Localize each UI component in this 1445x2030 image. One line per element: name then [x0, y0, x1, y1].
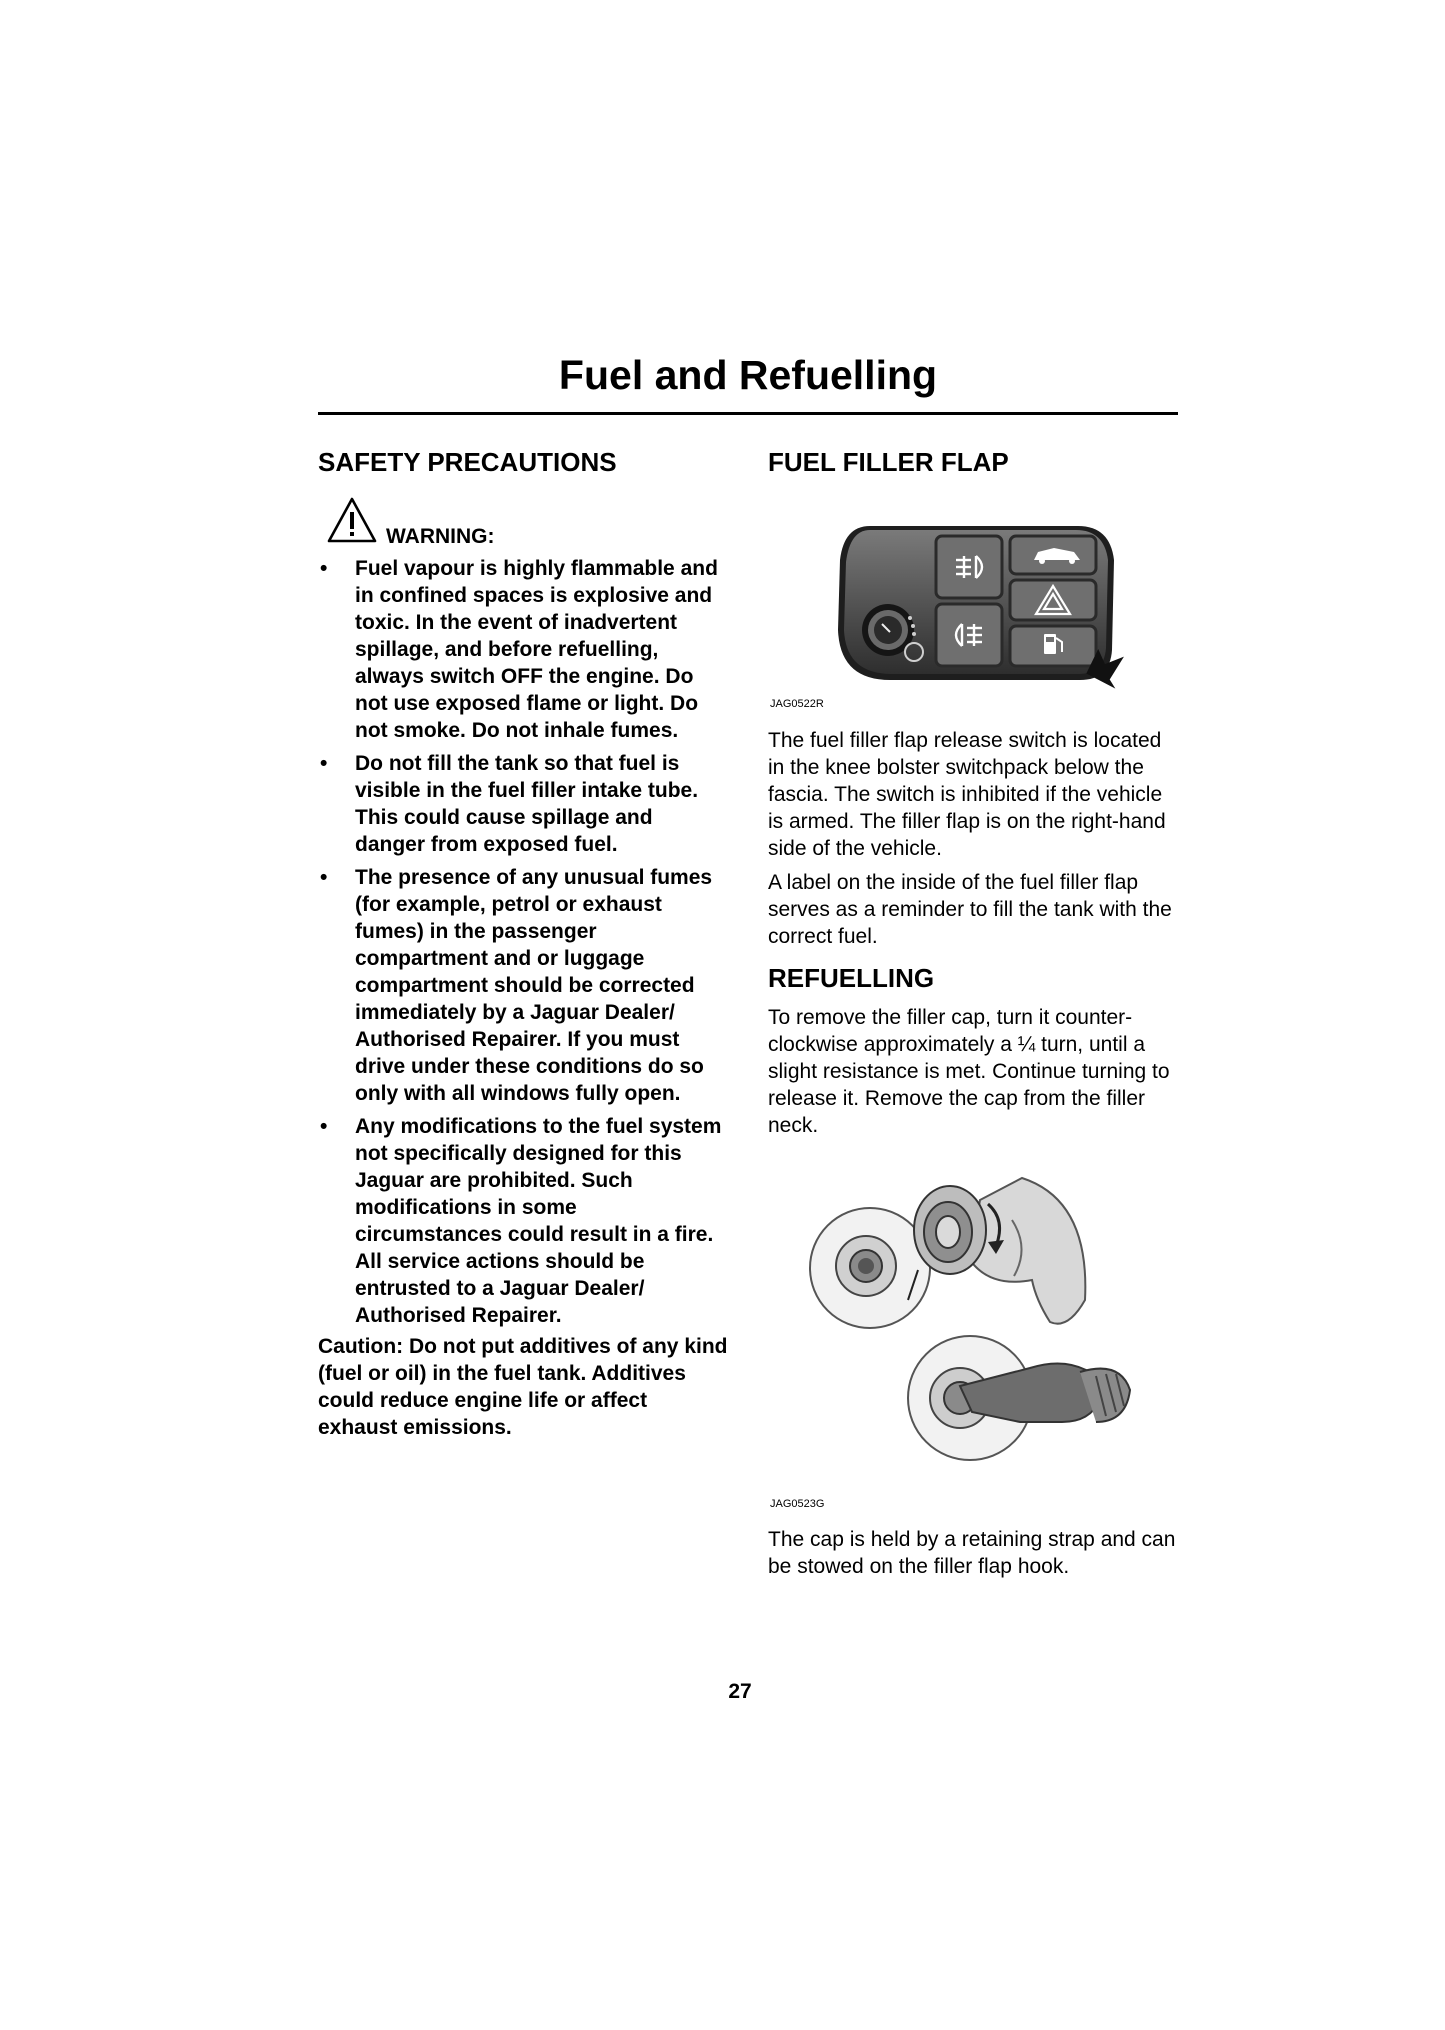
list-item: • Do not fill the tank so that fuel is visible in the fuel filler intake tube. This could cause spillage and danger from exposed fuel. — [320, 752, 699, 856]
warning-label: WARNING: — [386, 525, 495, 548]
filler-neck-upper — [810, 1208, 930, 1328]
warning-text-2: Do not fill the tank so that fuel is visible in the fuel filler intake tube. This could cause spillage and danger from exposed fuel. — [355, 752, 699, 856]
figure-code-1: JAG0522R — [770, 698, 824, 710]
switchpack-illustration — [830, 520, 1130, 700]
fuel-filler-flap-open — [970, 1178, 1085, 1324]
warning-text-1: Fuel vapour is highly flammable and in confined spaces is explosive and toxic. In the event of inadvertent spillage, and before refuelling, always switch OFF the engine. Do not use exposed flame or light. Do not smoke. Do not inhale fumes. — [355, 557, 718, 742]
refuelling-heading: REFUELLING — [768, 963, 935, 993]
closing-paragraph: The cap is held by a retaining strap and can be stowed on the filler flap hook. — [768, 1528, 1176, 1578]
page-title: Fuel and Refuelling — [558, 352, 938, 398]
refuel-paragraph: To remove the filler cap, turn it counter-clockwise approximately a ¼ turn, until a slight resistance is met. Continue turning to release it. Remove the cap from the filler neck. — [768, 1006, 1170, 1137]
filler-cap-illustration — [800, 1160, 1140, 1480]
title-rule — [318, 412, 1178, 415]
fuel-filler-flap-heading: FUEL FILLER FLAP — [768, 447, 1009, 477]
warning-text-4: Any modifications to the fuel system not specifically designed for this Jaguar are prohibited. Such modifications in some circumstances could result in a fire. All service actions should be entrusted to a Jaguar Dealer/ Authorised Repairer. — [355, 1115, 722, 1327]
list-item: • Any modifications to the fuel system not specifically designed for this Jaguar are prohibited. Such modifications in some circumstances could result in a fire. All service actions should be entrusted to a Jaguar Dealer/ Authorised Repairer. — [320, 1115, 722, 1327]
flap-paragraph-1: The fuel filler flap release switch is located in the knee bolster switchpack below the fascia. The switch is inhibited if the vehicle is armed. The filler flap is on the right-hand side of the vehicle. — [768, 729, 1166, 860]
list-item: • The presence of any unusual fumes (for example, petrol or exhaust fumes) in the passenger compartment and or luggage compartment should be corrected immediately by a Jaguar Dealer/ Authorised Repairer. If you must drive under these conditions do so only with all windows fully open. — [320, 866, 713, 1105]
warning-triangle-icon — [326, 496, 378, 544]
page-number: 27 — [728, 1680, 752, 1703]
flap-paragraph-2: A label on the inside of the fuel filler flap serves as a reminder to fill the tank with the correct fuel. — [768, 871, 1172, 948]
caution-text: Caution: Do not put additives of any kind (fuel or oil) in the fuel tank. Additives could reduce engine life or affect exhaust emissions. — [318, 1335, 728, 1439]
warning-list — [318, 555, 728, 1335]
safety-precautions-heading: SAFETY PRECAUTIONS — [318, 447, 617, 477]
warning-text-3: The presence of any unusual fumes (for example, petrol or exhaust fumes) in the passenger compartment and or luggage compartment should be corrected immediately by a Jaguar Dealer/ Authorised Repairer. If you must drive under these conditions do so only with all windows fully open. — [355, 866, 713, 1105]
figure-code-2: JAG0523G — [770, 1498, 825, 1510]
list-item: • Fuel vapour is highly flammable and in confined spaces is explosive and toxic. In the event of inadvertent spillage, and before refuelling, always switch OFF the engine. Do not use exposed flame or light. Do not smoke. Do not inhale fumes. — [320, 557, 718, 742]
